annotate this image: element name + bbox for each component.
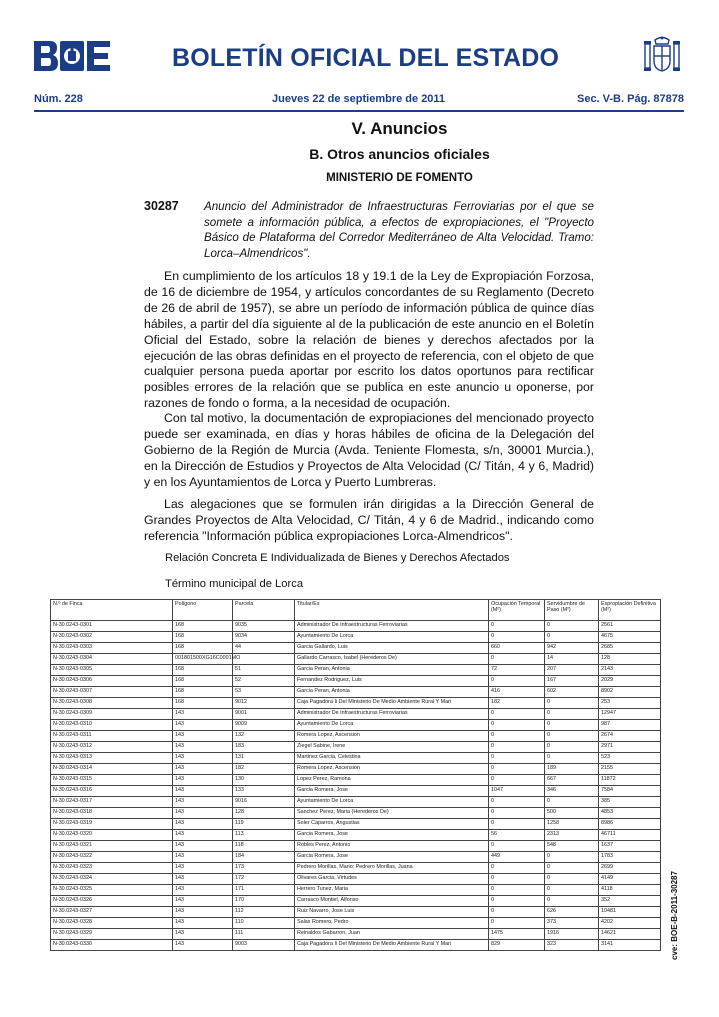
table-cell: 548	[545, 841, 599, 852]
table-cell: 51	[233, 665, 295, 676]
table-row	[51, 819, 661, 830]
table-cell: 0	[489, 863, 545, 874]
table-cell: 0	[545, 797, 599, 808]
table-cell: 8902	[599, 687, 661, 698]
table-cell: 449	[489, 852, 545, 863]
table-row	[51, 742, 661, 753]
table-cell: Fernandez Rodriguez, Luis	[295, 676, 489, 687]
table-cell: N-30.0243-0328	[51, 918, 173, 929]
table-cell: 523	[599, 753, 661, 764]
table-cell: 7584	[599, 786, 661, 797]
table-row	[51, 918, 661, 929]
table-cell: 1047	[489, 786, 545, 797]
table-cell: 143	[173, 830, 233, 841]
table-cell: 2674	[599, 731, 661, 742]
table-cell: Garcia Peran, Antonia	[295, 687, 489, 698]
table-cell: 9016	[233, 797, 295, 808]
table-cell: 0	[545, 863, 599, 874]
table-cell: 53	[233, 687, 295, 698]
table-cell: 0	[489, 742, 545, 753]
table-cell: 2685	[599, 643, 661, 654]
table-cell: 385	[599, 797, 661, 808]
column-header: Servidumbre de Paso (M²)	[545, 600, 599, 621]
table-cell: N-30.0243-0317	[51, 797, 173, 808]
table-cell: 168	[173, 621, 233, 632]
table-cell: 128	[599, 654, 661, 665]
table-cell: 143	[173, 852, 233, 863]
table-cell: 52	[233, 676, 295, 687]
table-cell: Herrero Tunez, Maria	[295, 885, 489, 896]
table-cell: 110	[233, 918, 295, 929]
table-cell: Olivares Garcia, Virtudes	[295, 874, 489, 885]
table-cell: 3141	[599, 940, 661, 951]
column-header: Polígono	[173, 600, 233, 621]
table-cell: 143	[173, 896, 233, 907]
table-cell: 143	[173, 764, 233, 775]
table-cell: 0	[545, 632, 599, 643]
table-cell: 0	[489, 896, 545, 907]
table-row	[51, 797, 661, 808]
table-cell: 168	[173, 665, 233, 676]
table-cell: Reinaldos Gabarron, Juan	[295, 929, 489, 940]
table-cell: 11872	[599, 775, 661, 786]
table-cell: 8986	[599, 819, 661, 830]
table-cell: 0	[489, 819, 545, 830]
table-cell: N-30.0243-0307	[51, 687, 173, 698]
bulletin-title: BOLETÍN OFICIAL DEL ESTADO	[172, 44, 560, 72]
table-cell: 9001	[233, 709, 295, 720]
table-cell: 253	[599, 698, 661, 709]
table-cell: 143	[173, 841, 233, 852]
table-cell: 113	[233, 830, 295, 841]
table-row	[51, 720, 661, 731]
table-cell: N-30.0243-0318	[51, 808, 173, 819]
issue-number: Núm. 228	[34, 93, 83, 105]
table-cell: N-30.0243-0329	[51, 929, 173, 940]
table-cell: N-30.0243-0322	[51, 852, 173, 863]
table-header-row	[51, 600, 661, 621]
table-cell: 2971	[599, 742, 661, 753]
table-cell: N-30.0243-0312	[51, 742, 173, 753]
municipality-label: Término municipal de Lorca	[165, 578, 304, 590]
table-cell: 130	[233, 775, 295, 786]
table-row	[51, 621, 661, 632]
table-cell: Ayuntamiento De Lorca	[295, 797, 489, 808]
table-cell: 168	[173, 687, 233, 698]
table-cell: Robles Perez, Antonio	[295, 841, 489, 852]
table-cell: N-30.0243-0309	[51, 709, 173, 720]
table-cell: 0	[545, 753, 599, 764]
table-row	[51, 643, 661, 654]
table-cell: 143	[173, 885, 233, 896]
table-cell: 829	[489, 940, 545, 951]
table-cell: 942	[545, 643, 599, 654]
table-cell: 0	[489, 874, 545, 885]
table-cell: N-30.0243-0308	[51, 698, 173, 709]
table-cell: 1637	[599, 841, 661, 852]
table-cell: N-30.0243-0330	[51, 940, 173, 951]
table-row	[51, 764, 661, 775]
table-cell: 0	[545, 852, 599, 863]
cve-code: cve: BOE-B-2011-30287	[670, 871, 679, 960]
table-cell: 0	[545, 720, 599, 731]
header-divider	[34, 110, 684, 112]
table-cell: 2699	[599, 863, 661, 874]
table-cell: 416	[489, 687, 545, 698]
table-cell: 12947	[599, 709, 661, 720]
table-cell: 143	[173, 797, 233, 808]
table-cell: 111	[233, 929, 295, 940]
table-cell: 143	[173, 808, 233, 819]
table-cell: 0	[489, 841, 545, 852]
table-cell: N-30.0243-0305	[51, 665, 173, 676]
table-cell: 182	[233, 764, 295, 775]
table-cell: 0	[489, 907, 545, 918]
table-cell: 2313	[545, 830, 599, 841]
table-cell: 171	[233, 885, 295, 896]
table-cell: 131	[233, 753, 295, 764]
table-cell: Ayuntamiento De Lorca	[295, 632, 489, 643]
table-cell: Lopez Perez, Ramona	[295, 775, 489, 786]
table-cell: 143	[173, 863, 233, 874]
table-cell: 207	[545, 665, 599, 676]
table-cell: N-30.0243-0315	[51, 775, 173, 786]
table-cell: 0	[489, 654, 545, 665]
table-cell: N-30.0243-0301	[51, 621, 173, 632]
table-cell: Soler Caparros, Angustias	[295, 819, 489, 830]
table-row	[51, 775, 661, 786]
table-cell: N-30.0243-0304	[51, 654, 173, 665]
table-cell: 168	[173, 698, 233, 709]
table-cell: 0	[489, 775, 545, 786]
column-header: Ocupación Temporal (M²)	[489, 600, 545, 621]
table-cell: 44	[233, 643, 295, 654]
table-cell: N-30.0243-0303	[51, 643, 173, 654]
table-cell: 2155	[599, 764, 661, 775]
table-cell: 119	[233, 819, 295, 830]
table-cell: 602	[545, 687, 599, 698]
table-cell: 2561	[599, 621, 661, 632]
body-paragraph: Con tal motivo, la documentación de expropiaciones del mencionado proyecto puede ser examinada, en días y horas hábiles de oficina de la Delegación del Gobierno de la Región de Murcia (Avda. Teniente Flomesta, s/n, 30001 Murcia.), en la Dirección de Estudios y Proyectos de Alta Velocidad (C/ Titán, 4 y 6, Madrid) y en los Ayuntamientos de Lorca y Puerto Lumbreras.	[144, 411, 594, 489]
table-cell: N-30.0243-0311	[51, 731, 173, 742]
table-cell: 4118	[599, 885, 661, 896]
table-cell: 0	[489, 720, 545, 731]
table-cell: 10481	[599, 907, 661, 918]
table-cell: Caja Pagadora Ii Del Ministerio De Medio Ambiente Rural Y Mari	[295, 940, 489, 951]
table-row	[51, 665, 661, 676]
table-cell: N-30.0243-0325	[51, 885, 173, 896]
table-cell: 128	[233, 808, 295, 819]
table-row	[51, 753, 661, 764]
table-cell: Martinez Garcia, Celestina	[295, 753, 489, 764]
notice-title: Anuncio del Administrador de Infraestructuras Ferroviarias por el que se somete a información pública, a efectos de expropiaciones, el "Proyecto Básico de Plataforma del Corredor Mediterráneo de Alta Velocidad. Tramo: Lorca–Almendricos".	[204, 200, 594, 260]
boe-logo	[34, 41, 110, 71]
table-cell	[233, 654, 295, 665]
table-cell: 0	[545, 874, 599, 885]
table-cell: 173	[233, 863, 295, 874]
table-cell: 168	[173, 676, 233, 687]
table-row	[51, 676, 661, 687]
table-cell: Garcia Romera, Jose	[295, 852, 489, 863]
table-cell: Administrador De Infraestructuras Ferroviarias	[295, 709, 489, 720]
affected-properties-table	[50, 599, 661, 951]
table-cell: 1475	[489, 929, 545, 940]
table-cell: 9009	[233, 720, 295, 731]
table-cell: 0	[489, 797, 545, 808]
table-cell: 143	[173, 709, 233, 720]
table-cell: 143	[173, 786, 233, 797]
table-cell: 323	[545, 940, 599, 951]
table-cell: N-30.0243-0327	[51, 907, 173, 918]
table-cell: 0	[489, 764, 545, 775]
issue-date: Jueves 22 de septiembre de 2011	[272, 93, 446, 105]
table-cell: 0	[489, 632, 545, 643]
section-heading: V. Anuncios	[351, 119, 448, 138]
table-cell: 373	[545, 918, 599, 929]
table-cell: 143	[173, 742, 233, 753]
table-cell: 143	[173, 775, 233, 786]
table-row	[51, 786, 661, 797]
table-cell: 0	[545, 621, 599, 632]
table-row	[51, 841, 661, 852]
table-cell: 0	[545, 709, 599, 720]
table-cell: 0	[545, 731, 599, 742]
table-row	[51, 874, 661, 885]
table-cell: Romera Lopez, Ascension	[295, 764, 489, 775]
table-cell: 168	[173, 643, 233, 654]
page-reference: Sec. V-B. Pág. 87878	[576, 93, 684, 105]
table-cell: 143	[173, 731, 233, 742]
table-row	[51, 632, 661, 643]
ministry-heading: MINISTERIO DE FOMENTO	[326, 172, 473, 184]
column-header: Expropiación Definitiva (M²)	[599, 600, 661, 621]
table-cell: 346	[545, 786, 599, 797]
table-cell: N-30.0243-0320	[51, 830, 173, 841]
table-cell: 0	[489, 731, 545, 742]
boe-logo-mark	[34, 41, 110, 71]
table-cell: 0	[489, 621, 545, 632]
table-cell: 132	[233, 731, 295, 742]
table-cell: N-30.0243-0314	[51, 764, 173, 775]
table-cell: 72	[489, 665, 545, 676]
table-cell: 133	[233, 786, 295, 797]
table-cell: Sanchez Perez, Maria (Herederos De)	[295, 808, 489, 819]
table-cell: 0	[545, 698, 599, 709]
table-cell: 1258	[545, 819, 599, 830]
table-cell: 46711	[599, 830, 661, 841]
table-cell: 183	[233, 742, 295, 753]
table-cell: 172	[233, 874, 295, 885]
table-row	[51, 709, 661, 720]
table-row	[51, 885, 661, 896]
column-header: Parcela	[233, 600, 295, 621]
table-cell: 143	[173, 918, 233, 929]
table-row	[51, 863, 661, 874]
table-cell: 4202	[599, 918, 661, 929]
issue-meta	[34, 93, 684, 107]
table-cell: Ziegel Sabine, Irene	[295, 742, 489, 753]
table-cell: 1916	[545, 929, 599, 940]
table-cell: 9034	[233, 632, 295, 643]
table-cell: 4149	[599, 874, 661, 885]
table-cell: 987	[599, 720, 661, 731]
table-cell: 14	[545, 654, 599, 665]
table-cell: 189	[545, 764, 599, 775]
table-cell: 626	[545, 907, 599, 918]
table-row	[51, 830, 661, 841]
table-cell: 167	[545, 676, 599, 687]
table-cell: 0	[489, 808, 545, 819]
table-cell: N-30.0243-0323	[51, 863, 173, 874]
table-row	[51, 687, 661, 698]
table-row	[51, 907, 661, 918]
table-cell: 0	[489, 676, 545, 687]
table-cell: Gallardo Carrasco, Isabel (Herederos De)	[295, 654, 489, 665]
table-cell: Ruiz Navarro, Jose Luis	[295, 907, 489, 918]
table-body	[51, 621, 661, 951]
table-cell: 500	[545, 808, 599, 819]
table-cell: Romera Lopez, Ascension	[295, 731, 489, 742]
table-cell: 0	[489, 918, 545, 929]
table-cell: 143	[173, 907, 233, 918]
table-cell: N-30.0243-0306	[51, 676, 173, 687]
table-cell: 143	[173, 720, 233, 731]
table-cell: Carrasco Montiel, Alfonso	[295, 896, 489, 907]
table-row	[51, 940, 661, 951]
table-cell: 143	[173, 940, 233, 951]
table-cell: 9035	[233, 621, 295, 632]
table-cell: Ayuntamiento De Lorca	[295, 720, 489, 731]
notice-number: 30287	[144, 199, 179, 213]
table-cell: N-30.0243-0310	[51, 720, 173, 731]
table-cell: 001801500XG16C0001MO	[173, 654, 233, 665]
table-cell: Salas Romero, Pedro	[295, 918, 489, 929]
table-cell: 2029	[599, 676, 661, 687]
table-cell: 9012	[233, 698, 295, 709]
column-header: Titular/Es	[295, 600, 489, 621]
body-paragraph: En cumplimiento de los artículos 18 y 19.1 de la Ley de Expropiación Forzosa, de 16 de diciembre de 1954, y artículos concordantes de su Reglamento (Decreto de 26 de abril de 1957), se abre un período de información pública de quince días hábiles, a partir del día siguiente al de la publicación de este anuncio en el Boletín Oficial del Estado, sobre la relación de bienes y derechos afectados por la ejecución de las obras definidas en el proyecto de referencia, con el objeto de que cualquier persona pueda aportar por escrito los datos oportunos para rectificar posibles errores de la relación que se publica en este anuncio u oponerse, por razones de fondo o forma, a la necesidad de ocupación.	[144, 269, 594, 411]
table-cell: 112	[233, 907, 295, 918]
table-cell: Administrador De Infraestructuras Ferroviarias	[295, 621, 489, 632]
table-cell: 14621	[599, 929, 661, 940]
table-cell: N-30.0243-0319	[51, 819, 173, 830]
table-cell: 143	[173, 874, 233, 885]
table-cell: 118	[233, 841, 295, 852]
table-cell: 143	[173, 929, 233, 940]
table-cell: 0	[489, 885, 545, 896]
table-cell: 143	[173, 819, 233, 830]
table-cell: 0	[489, 753, 545, 764]
table-row	[51, 654, 661, 665]
table-cell: 4675	[599, 632, 661, 643]
table-cell: 143	[173, 753, 233, 764]
table-cell: 660	[489, 643, 545, 654]
table-cell: Garcia Gallardo, Luis	[295, 643, 489, 654]
table-row	[51, 852, 661, 863]
table-cell: Garcia Romera, Jose	[295, 786, 489, 797]
relation-title: Relación Concreta E Individualizada de Bienes y Derechos Afectados	[165, 552, 510, 564]
table-cell: N-30.0243-0302	[51, 632, 173, 643]
table-row	[51, 896, 661, 907]
table-cell: N-30.0243-0316	[51, 786, 173, 797]
table-cell: Pedrero Morillas, Mario; Pedrero Morillas, Juana	[295, 863, 489, 874]
coat-of-arms-icon	[641, 34, 683, 81]
table-cell: 1783	[599, 852, 661, 863]
table-cell: 0	[545, 896, 599, 907]
subsection-heading: B. Otros anuncios oficiales	[309, 146, 490, 162]
table-cell: 170	[233, 896, 295, 907]
table-cell: 9003	[233, 940, 295, 951]
table-cell: Garcia Peran, Antonia	[295, 665, 489, 676]
table-row	[51, 808, 661, 819]
table-cell: 168	[173, 632, 233, 643]
table-cell: 0	[545, 742, 599, 753]
table-cell: 56	[489, 830, 545, 841]
table-cell: Caja Pagadora Ii Del Ministerio De Medio Ambiente Rural Y Mari	[295, 698, 489, 709]
table-row	[51, 929, 661, 940]
table-row	[51, 731, 661, 742]
table-cell: N-30.0243-0326	[51, 896, 173, 907]
table-row	[51, 698, 661, 709]
table-cell: 4853	[599, 808, 661, 819]
table-cell: 0	[545, 885, 599, 896]
table-cell: 2143	[599, 665, 661, 676]
table-cell: 352	[599, 896, 661, 907]
table-cell: Garcia Romera, Jose	[295, 830, 489, 841]
table-cell: N-30.0243-0321	[51, 841, 173, 852]
table-cell: 667	[545, 775, 599, 786]
table-cell: N-30.0243-0313	[51, 753, 173, 764]
table-cell: 182	[489, 698, 545, 709]
body-paragraph: Las alegaciones que se formulen irán dirigidas a la Dirección General de Grandes Proyectos de Alta Velocidad, C/ Titán, 4 y 6 de Madrid., indicando como referencia "Información pública expropiaciones Lorca-Almendricos".	[144, 497, 594, 543]
table-cell: 0	[489, 709, 545, 720]
table-cell: N-30.0243-0324	[51, 874, 173, 885]
column-header: N.º de Finca	[51, 600, 173, 621]
table-cell: 184	[233, 852, 295, 863]
